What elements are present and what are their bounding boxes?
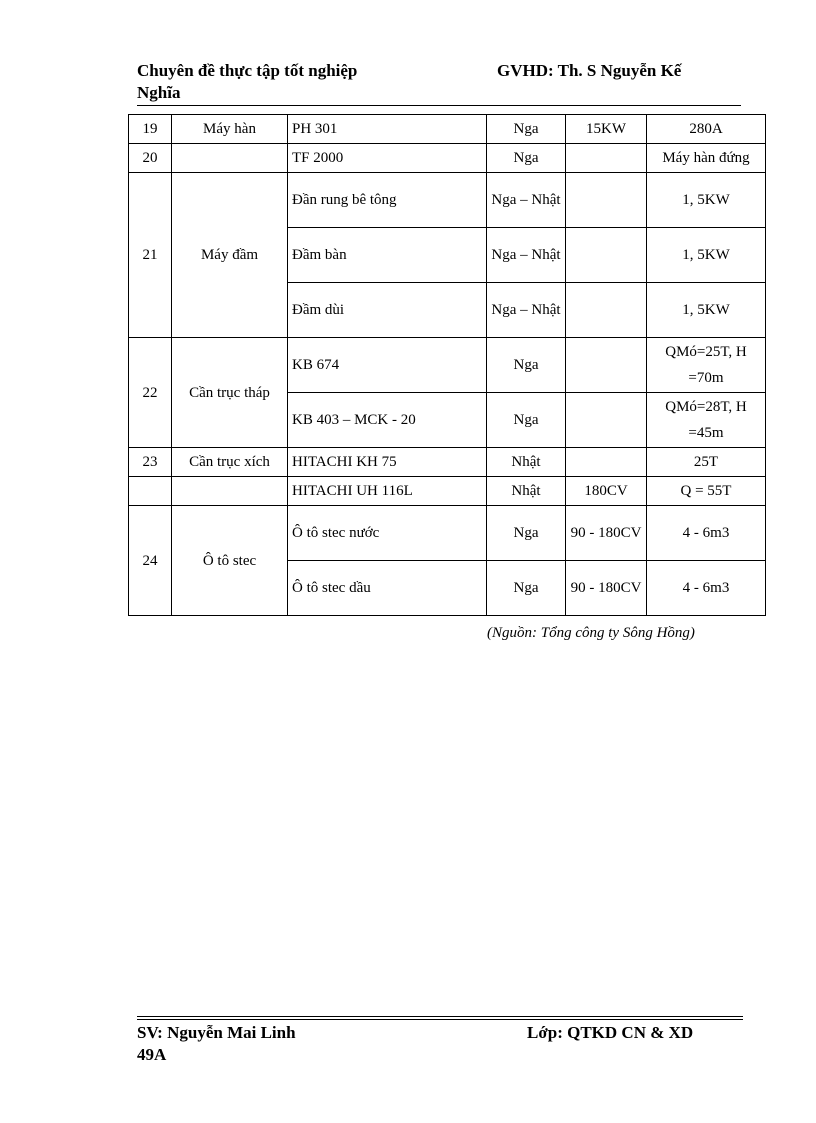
cell-model: Đần rung bê tông [288, 173, 487, 228]
cell-origin: Nhật [487, 448, 566, 477]
table-row [129, 477, 766, 506]
cell-power: 90 - 180CV [566, 561, 647, 616]
cell-name: Máy đầm [172, 173, 288, 338]
header-supervisor-wrap: Nghĩa [137, 83, 181, 102]
cell-power: 90 - 180CV [566, 506, 647, 561]
header-rule [137, 105, 741, 106]
footer-student: SV: Nguyễn Mai Linh [137, 1023, 296, 1042]
cell-origin: Nga – Nhật [487, 228, 566, 283]
cell-model: KB 674 [288, 338, 487, 393]
cell-name: Cần trục xích [172, 448, 288, 477]
cell-spec: 4 - 6m3 [647, 561, 766, 616]
cell-model: Ô tô stec nước [288, 506, 487, 561]
cell-name: Ô tô stec [172, 506, 288, 616]
cell-spec: 25T [647, 448, 766, 477]
table-row [129, 115, 766, 144]
cell-origin: Nga [487, 144, 566, 173]
cell-origin: Nga [487, 561, 566, 616]
cell-origin: Nhật [487, 477, 566, 506]
footer-student-wrap: 49A [137, 1045, 167, 1064]
cell-model: PH 301 [288, 115, 487, 144]
table-source-note: (Nguồn: Tổng công ty Sông Hồng) [487, 625, 695, 641]
cell-name [172, 477, 288, 506]
cell-power [566, 393, 647, 448]
cell-no: 22 [129, 338, 172, 448]
cell-power [566, 448, 647, 477]
cell-no: 24 [129, 506, 172, 616]
cell-no: 21 [129, 173, 172, 338]
cell-name: Cần trục tháp [172, 338, 288, 448]
cell-power [566, 144, 647, 173]
cell-model: Đầm dùi [288, 283, 487, 338]
cell-no: 19 [129, 115, 172, 144]
footer-rule [137, 1019, 743, 1020]
cell-origin: Nga [487, 338, 566, 393]
cell-power: 15KW [566, 115, 647, 144]
table-row [129, 338, 766, 393]
cell-spec: Q = 55T [647, 477, 766, 506]
cell-power [566, 283, 647, 338]
cell-spec: Máy hàn đứng [647, 144, 766, 173]
cell-spec: QMó=28T, H =45m [647, 393, 766, 448]
cell-spec: QMó=25T, H =70m [647, 338, 766, 393]
cell-no: 23 [129, 448, 172, 477]
footer-class: Lớp: QTKD CN & XD [527, 1023, 694, 1042]
header-title: Chuyên đề thực tập tốt nghiệp [137, 61, 358, 80]
cell-origin: Nga – Nhật [487, 283, 566, 338]
cell-spec: 1, 5KW [647, 283, 766, 338]
cell-power [566, 338, 647, 393]
cell-name [172, 144, 288, 173]
cell-model: KB 403 – MCK - 20 [288, 393, 487, 448]
cell-origin: Nga – Nhật [487, 173, 566, 228]
cell-spec: 1, 5KW [647, 228, 766, 283]
equipment-table [128, 114, 766, 616]
cell-model: HITACHI UH 116L [288, 477, 487, 506]
table-row [129, 506, 766, 561]
cell-power [566, 228, 647, 283]
cell-spec: 280A [647, 115, 766, 144]
cell-power: 180CV [566, 477, 647, 506]
table-row [129, 448, 766, 477]
cell-no: 20 [129, 144, 172, 173]
footer-rule [137, 1016, 743, 1017]
cell-no [129, 477, 172, 506]
cell-spec: 4 - 6m3 [647, 506, 766, 561]
table-row [129, 173, 766, 228]
header-supervisor: GVHD: Th. S Nguyễn Kế [497, 61, 682, 80]
cell-model: Ô tô stec dầu [288, 561, 487, 616]
table-row [129, 144, 766, 173]
cell-origin: Nga [487, 115, 566, 144]
cell-model: Đầm bàn [288, 228, 487, 283]
cell-spec: 1, 5KW [647, 173, 766, 228]
cell-name: Máy hàn [172, 115, 288, 144]
cell-model: HITACHI KH 75 [288, 448, 487, 477]
cell-origin: Nga [487, 506, 566, 561]
cell-model: TF 2000 [288, 144, 487, 173]
cell-origin: Nga [487, 393, 566, 448]
cell-power [566, 173, 647, 228]
